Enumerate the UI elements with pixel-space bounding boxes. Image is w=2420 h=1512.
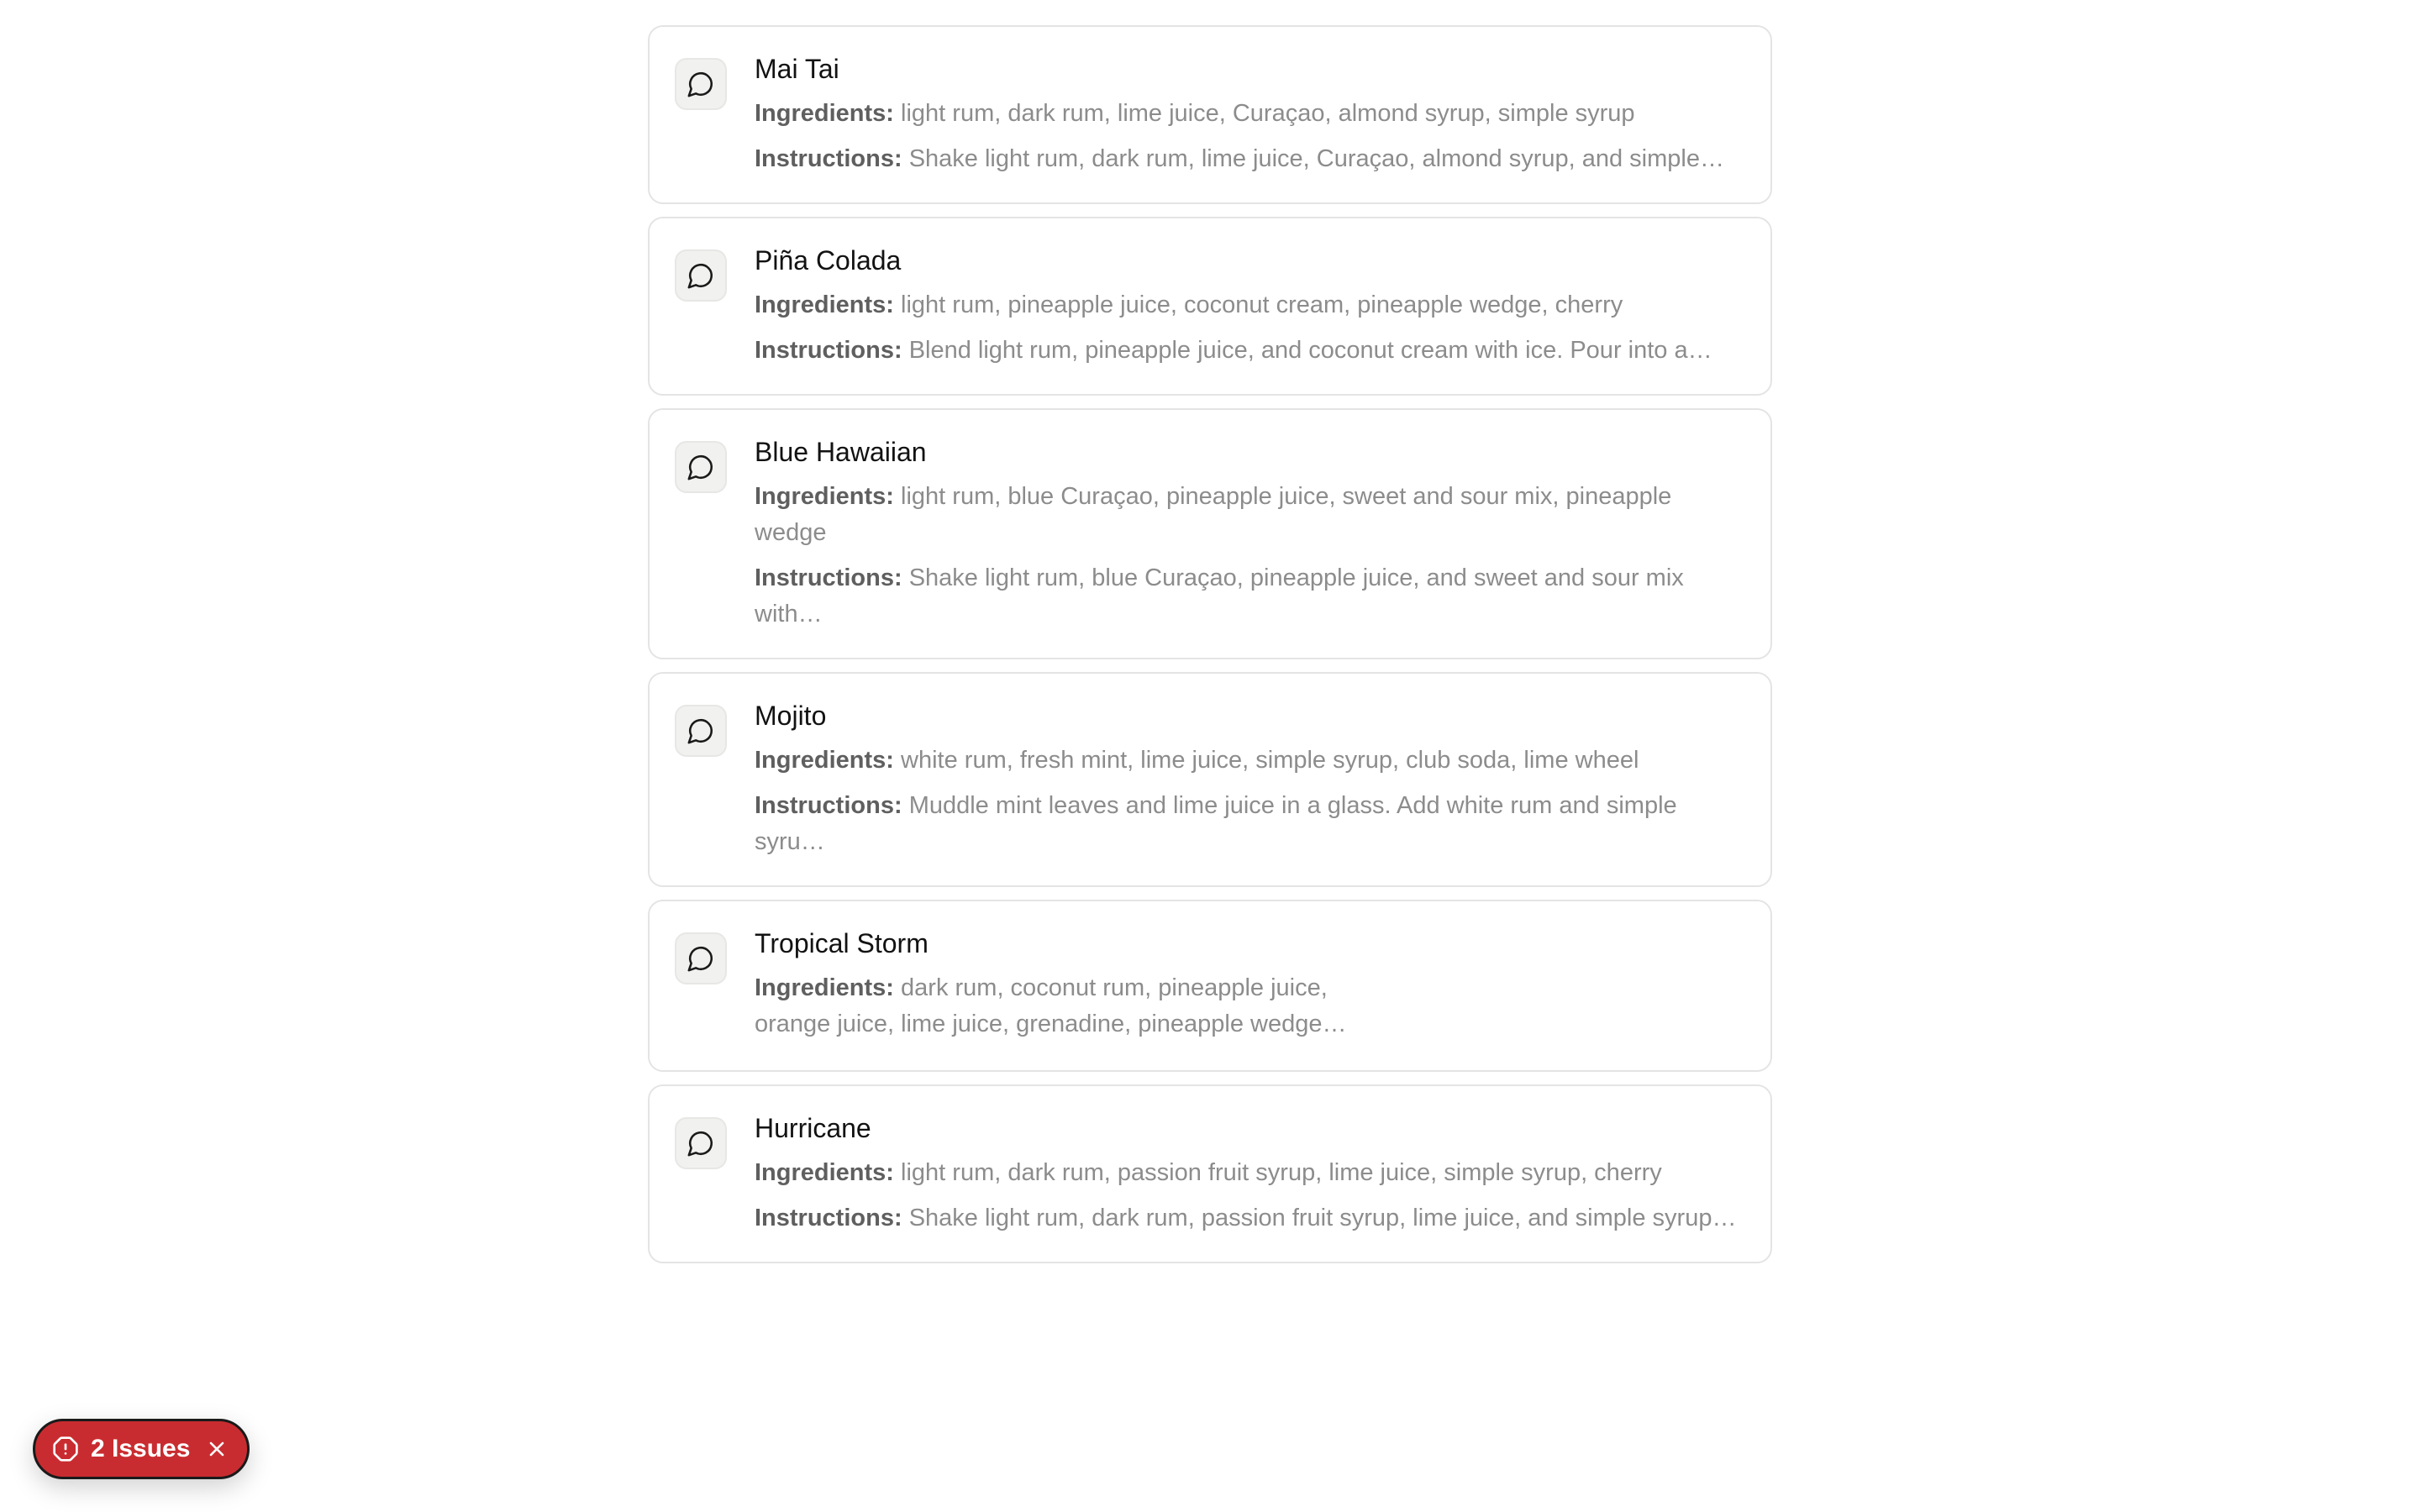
recipe-card-body — [755, 52, 1737, 177]
instructions-label: Instructions: — [755, 1205, 902, 1231]
instructions-label: Instructions: — [755, 145, 902, 172]
recipe-instructions — [755, 560, 1737, 633]
instructions-value: Shake light rum, dark rum, lime juice, Curaçao, almond syrup, and simple… — [908, 145, 1724, 172]
recipe-card-body — [755, 435, 1737, 633]
recipe-instructions — [755, 333, 1737, 369]
recipe-ingredients — [755, 287, 1737, 323]
recipe-instructions — [755, 788, 1737, 860]
instructions-value: Shake light rum, dark rum, passion fruit syrup, lime juice, and simple syrup… — [908, 1205, 1737, 1231]
message-circle-icon — [687, 261, 715, 290]
recipe-instructions — [755, 1200, 1737, 1236]
ingredients-value: light rum, blue Curaçao, pineapple juice, sweet and sour mix, pineapple wedge — [755, 483, 1672, 546]
ingredients-value: white rum, fresh mint, lime juice, simple syrup, club soda, lime wheel — [901, 747, 1639, 774]
message-circle-icon — [687, 453, 715, 481]
recipe-ingredients — [755, 970, 1737, 1042]
recipe-title: Tropical Storm — [755, 928, 929, 958]
alert-octagon-icon — [52, 1436, 79, 1462]
recipe-card-body — [755, 927, 1737, 1042]
instructions-label: Instructions: — [755, 337, 902, 364]
message-circle-icon — [687, 944, 715, 973]
ingredients-label: Ingredients: — [755, 100, 894, 127]
recipe-card[interactable] — [648, 672, 1772, 887]
instructions-value: Muddle mint leaves and lime juice in a glass. Add white rum and simple syru… — [755, 792, 1677, 855]
recipe-card-body — [755, 699, 1737, 860]
recipe-ingredients — [755, 96, 1737, 132]
recipe-list — [648, 25, 1772, 1263]
issues-badge[interactable] — [33, 1419, 250, 1479]
recipe-card[interactable] — [648, 900, 1772, 1072]
recipe-title: Mai Tai — [755, 54, 839, 84]
recipe-icon-box — [675, 1117, 727, 1169]
ingredients-label: Ingredients: — [755, 974, 894, 1001]
instructions-value: Shake light rum, blue Curaçao, pineapple juice, and sweet and sour mix with… — [755, 564, 1684, 627]
recipe-title: Hurricane — [755, 1113, 871, 1143]
ingredients-label: Ingredients: — [755, 291, 894, 318]
recipe-card-body — [755, 1111, 1737, 1236]
ingredients-value-line2: orange juice, lime juice, grenadine, pineapple wedge… — [755, 1011, 1347, 1037]
message-circle-icon — [687, 70, 715, 98]
instructions-label: Instructions: — [755, 792, 902, 819]
recipe-title: Blue Hawaiian — [755, 437, 927, 467]
issues-count-label: 2 Issues — [91, 1435, 191, 1462]
close-icon — [205, 1437, 229, 1461]
recipe-icon-box — [675, 441, 727, 493]
message-circle-icon — [687, 1129, 715, 1158]
ingredients-value: light rum, dark rum, lime juice, Curaçao, almond syrup, simple syrup — [901, 100, 1635, 127]
recipe-title: Mojito — [755, 701, 827, 731]
recipe-card-body — [755, 244, 1737, 369]
recipe-card[interactable] — [648, 1084, 1772, 1263]
recipe-card[interactable] — [648, 408, 1772, 659]
recipe-ingredients — [755, 1155, 1737, 1191]
recipe-title: Piña Colada — [755, 245, 902, 276]
recipe-icon-box — [675, 932, 727, 984]
recipe-card[interactable] — [648, 25, 1772, 204]
message-circle-icon — [687, 717, 715, 745]
recipe-ingredients — [755, 743, 1737, 779]
ingredients-label: Ingredients: — [755, 1159, 894, 1186]
ingredients-label: Ingredients: — [755, 483, 894, 510]
recipe-card[interactable] — [648, 217, 1772, 396]
recipe-icon-box — [675, 705, 727, 757]
recipe-icon-box — [675, 58, 727, 110]
instructions-value: Blend light rum, pineapple juice, and coconut cream with ice. Pour into a… — [908, 337, 1712, 364]
recipe-instructions — [755, 141, 1737, 177]
ingredients-label: Ingredients: — [755, 747, 894, 774]
ingredients-value-line1: dark rum, coconut rum, pineapple juice, — [901, 974, 1328, 1001]
close-issues-button[interactable] — [205, 1437, 229, 1461]
ingredients-value: light rum, pineapple juice, coconut cream, pineapple wedge, cherry — [901, 291, 1623, 318]
recipe-icon-box — [675, 249, 727, 302]
instructions-label: Instructions: — [755, 564, 902, 591]
recipe-ingredients — [755, 479, 1737, 551]
ingredients-value: light rum, dark rum, passion fruit syrup, lime juice, simple syrup, cherry — [901, 1159, 1662, 1186]
